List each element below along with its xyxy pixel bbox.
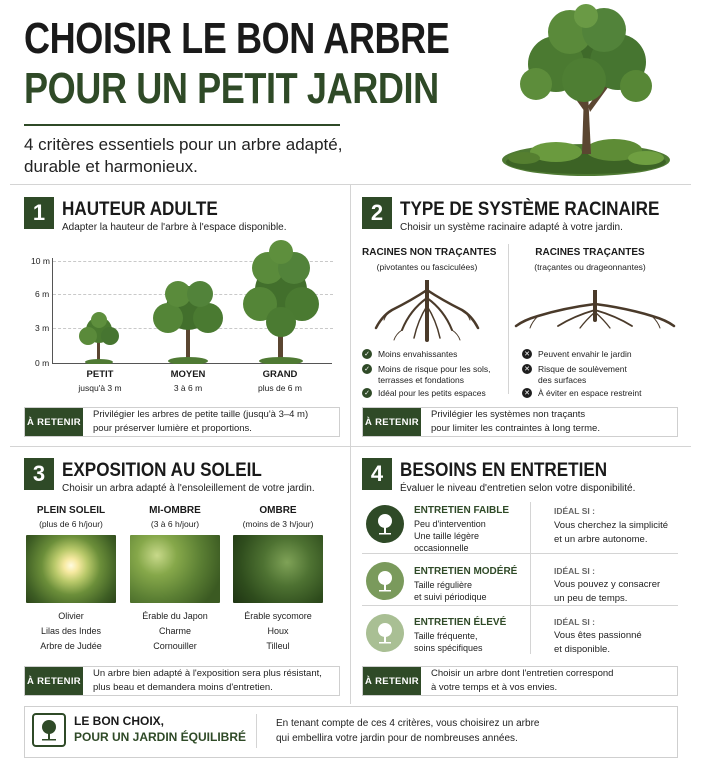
y-tick-0m: 0 m <box>35 358 50 368</box>
tree-large-label: GRAND <box>262 369 298 380</box>
large-tree-icon <box>238 240 324 364</box>
retain-text <box>83 408 308 436</box>
check-icon: ✓ <box>362 349 372 359</box>
sun-full-sub: (plus de 6 h/jour) <box>39 519 103 529</box>
sun-half-head: MI-OMBRE <box>149 505 201 516</box>
maintenance-low-desc2: Une taille légère occasionnelle <box>414 531 480 553</box>
section1-subtitle: Adapter la hauteur de l'arbre à l'espace disponible. <box>62 222 287 233</box>
footer-divider <box>256 714 257 748</box>
cross-icon: ✕ <box>522 349 532 359</box>
sun-shade-tree-1: Érable sycomore <box>244 611 312 621</box>
retain-line2: pour limiter les contraintes à long terme. <box>431 423 600 434</box>
retain-line1: Privilégier les arbres de petite taille (jusqu'à 3–4 m) <box>93 409 309 420</box>
sun-half-tree-2: Charme <box>158 626 191 636</box>
footer-head2: POUR UN JARDIN ÉQUILIBRÉ <box>74 730 247 744</box>
retain-text <box>83 667 322 695</box>
section2-retain-box <box>362 407 678 437</box>
maintenance-low-icon <box>366 505 404 543</box>
small-tree-icon <box>76 312 122 364</box>
retain-line1: Privilégier les systèmes non traçants <box>431 409 586 420</box>
section4-title: BESOINS EN ENTRETIEN <box>400 460 608 481</box>
root-point-right-1: ✕ Peuvent envahir le jardin <box>522 349 672 360</box>
section1-number: 1 <box>24 197 54 229</box>
main-title-line2: POUR UN PETIT JARDIN <box>24 64 439 113</box>
y-axis <box>52 258 53 364</box>
footer-logo <box>32 713 66 747</box>
divider-center <box>350 184 351 704</box>
tree-small-label: PETIT <box>86 369 114 380</box>
maintenance-high-desc1: Taille fréquente, <box>414 631 478 641</box>
maintenance-medium-ideal2: un peu de temps. <box>554 593 628 604</box>
tree-icon <box>374 570 396 592</box>
maintenance-divider <box>530 502 531 654</box>
section2-title: TYPE DE SYSTÈME RACINAIRE <box>400 199 660 220</box>
sun-shade-head: OMBRE <box>259 505 297 516</box>
root-point-right-2: ✕ Risque de soulèvement des surfaces <box>522 364 632 386</box>
maintenance-high-ideal2: et disponible. <box>554 644 610 655</box>
main-title-line1: CHOISIR LE BON ARBRE <box>24 14 450 63</box>
sun-full-tree-2: Lilas des Indes <box>40 626 102 636</box>
roots-non-tracing-head: RACINES NON TRAÇANTES <box>362 247 497 258</box>
root-point-left-1: ✓ Moins envahissantes <box>362 349 502 360</box>
tree-medium-range: 3 à 6 m <box>173 383 203 393</box>
sun-shade-sub: (moins de 3 h/jour) <box>242 519 314 529</box>
maintenance-row-divider-2 <box>362 605 678 606</box>
retain-line2: pour préserver lumière et proportions. <box>93 423 252 434</box>
maintenance-medium-ideal1: Vous pouvez y consacrer <box>554 579 661 590</box>
retain-tag: À RETENIR <box>25 667 83 695</box>
full-sun-photo <box>26 535 116 603</box>
section1-title: HAUTEUR ADULTE <box>62 199 218 220</box>
y-tick-10m: 10 m <box>31 256 50 266</box>
cross-icon: ✕ <box>522 388 532 398</box>
section4-subtitle: Évaluer le niveau d'entretien selon votre disponibilité. <box>400 483 636 494</box>
sun-full-tree-1: Olivier <box>58 611 84 621</box>
section4-retain-box <box>362 666 678 696</box>
check-icon: ✓ <box>362 364 372 374</box>
maintenance-low-ideal-label: IDÉAL SI : <box>554 506 595 516</box>
cross-icon: ✕ <box>522 364 532 374</box>
tree-large-range: plus de 6 m <box>258 383 302 393</box>
root-point-left-2: ✓ Moins de risque pour les sols, terrasses et fondations <box>362 364 502 386</box>
retain-tag: À RETENIR <box>363 408 421 436</box>
tree-icon <box>37 718 61 742</box>
retain-text <box>421 667 613 695</box>
maintenance-medium-ideal-label: IDÉAL SI : <box>554 566 595 576</box>
sun-half-sub: (3 à 6 h/jour) <box>150 519 200 529</box>
maintenance-medium-desc1: Taille régulière <box>414 580 473 590</box>
footer-text-line1: En tenant compte de ces 4 critères, vous choisirez un arbre <box>276 718 540 729</box>
retain-text <box>421 408 600 436</box>
tracing-roots-illustration <box>514 290 676 330</box>
main-subtitle: 4 critères essentiels pour un arbre adapté, durable et harmonieux. <box>24 135 343 176</box>
root-point-right-3: ✕ À éviter en espace restreint <box>522 388 672 399</box>
maintenance-low-ideal1: Vous cherchez la simplicité <box>554 520 669 531</box>
medium-tree-icon <box>150 278 226 364</box>
non-tracing-roots-illustration <box>372 280 482 342</box>
retain-line2: plus beau et demandera moins d'entretien. <box>93 682 273 693</box>
maintenance-low-desc1: Peu d'intervention <box>414 519 486 529</box>
retain-line1: Choisir un arbre dont l'entretien correspond <box>431 668 614 679</box>
retain-line1: Un arbre bien adapté à l'exposition sera plus résistant, <box>93 668 322 679</box>
tree-medium-label: MOYEN <box>170 369 206 380</box>
roots-tracing-head: RACINES TRAÇANTES <box>535 247 645 258</box>
sun-shade-tree-2: Houx <box>267 626 289 636</box>
roots-tracing-sub: (traçantes ou drageonnantes) <box>534 262 646 272</box>
title-underline <box>24 124 340 126</box>
retain-line2: à votre temps et à vos envies. <box>431 682 558 693</box>
section4-number: 4 <box>362 458 392 490</box>
footer-text-line2: qui embellira votre jardin pour de nombreuses années. <box>276 733 518 744</box>
footer-text <box>276 716 539 746</box>
section2-number: 2 <box>362 197 392 229</box>
sun-full-tree-3: Arbre de Judée <box>40 641 102 651</box>
sun-half-tree-1: Érable du Japon <box>142 611 208 621</box>
maintenance-high-head: ENTRETIEN ÉLEVÉ <box>414 617 507 628</box>
tree-icon <box>374 513 396 535</box>
tree-icon <box>374 622 396 644</box>
section3-retain-box <box>24 666 340 696</box>
y-tick-3m: 3 m <box>35 323 50 333</box>
maintenance-low-ideal2: et un arbre autonome. <box>554 534 648 545</box>
section3-subtitle: Choisir un arbra adapté à l'ensoleillement de votre jardin. <box>62 483 315 494</box>
sun-half-tree-3: Cornouiller <box>153 641 197 651</box>
maintenance-high-desc2: soins spécifiques <box>414 643 483 653</box>
maintenance-high-ideal1: Vous êtes passionné <box>554 630 642 641</box>
maintenance-high-icon <box>366 614 404 652</box>
maintenance-high-ideal-label: IDÉAL SI : <box>554 617 595 627</box>
maintenance-medium-desc2: et suivi périodique <box>414 592 487 602</box>
half-shade-photo <box>130 535 220 603</box>
tree-small-range: jusqu'à 3 m <box>78 383 122 393</box>
y-tick-6m: 6 m <box>35 289 50 299</box>
roots-divider <box>508 244 509 394</box>
footer-head1: LE BON CHOIX, <box>74 714 165 728</box>
retain-tag: À RETENIR <box>363 667 421 695</box>
roots-non-tracing-sub: (pivotantes ou fasciculées) <box>376 262 478 272</box>
maintenance-low-head: ENTRETIEN FAIBLE <box>414 505 510 516</box>
root-point-left-3: ✓ Idéal pour les petits espaces <box>362 388 502 399</box>
shade-photo <box>233 535 323 603</box>
divider-middle <box>10 446 691 447</box>
section3-number: 3 <box>24 458 54 490</box>
maintenance-medium-icon <box>366 562 404 600</box>
section1-retain-box <box>24 407 340 437</box>
sun-full-head: PLEIN SOLEIL <box>36 505 106 516</box>
maintenance-medium-head: ENTRETIEN MODÉRÉ <box>414 566 518 577</box>
section2-subtitle: Choisir un système racinaire adapté à votre jardin. <box>400 222 623 233</box>
hero-tree-illustration <box>496 2 701 180</box>
check-icon: ✓ <box>362 388 372 398</box>
sun-shade-tree-3: Tilleul <box>266 641 290 651</box>
retain-tag: À RETENIR <box>25 408 83 436</box>
section3-title: EXPOSITION AU SOLEIL <box>62 460 262 481</box>
